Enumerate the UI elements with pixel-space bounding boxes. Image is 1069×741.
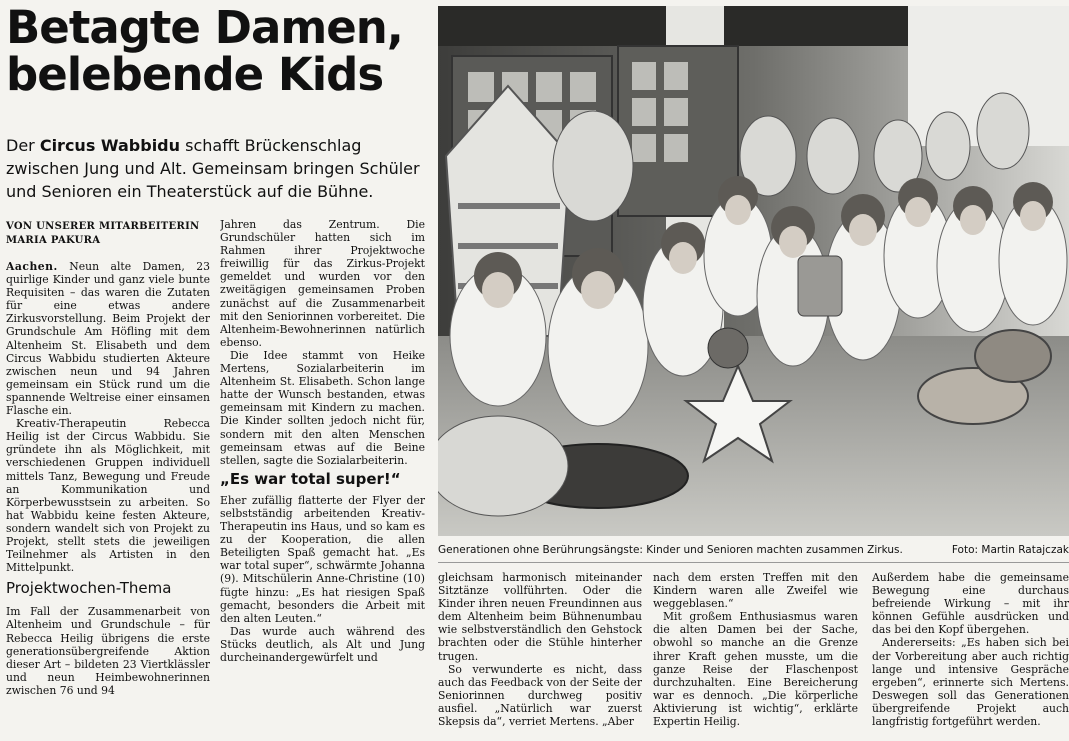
paragraph: Jahren das Zentrum. Die Grundschüler hatten sich im Rahmen ihrer Projektwoche freiwillig für das Zirkus-Projekt gemeldet und wurden vor den zweitägigen gemeinsamen Proben zunächst auf die Zusammenarbeit mit den Seniorinnen vorbereitet. Die Altenheim-Bewohnerinnen natürlich ebenso. bbox=[220, 218, 425, 349]
article-column-5 bbox=[872, 571, 1069, 741]
article-column-3 bbox=[438, 571, 642, 741]
paragraph: Die Idee stammt von Heike Mertens, Sozialarbeiterin im Altenheim St. Elisabeth. Schon lange hatte der Wunsch bestanden, etwas gemeinsam mit Kindern zu machen. Die Kinder sollten jedoch nicht für, sondern mit den alten Menschen gemeinsam etwas auf die Beine stellen, sagte die Sozialarbeiterin. bbox=[220, 348, 425, 467]
paragraph: Andererseits: „Es haben sich bei der Vorbereitung aber auch richtig lange und intensive Gespräche ergeben“, erinnerte sich Mertens. Deswegen soll das Generationen übergreifende Projekt auch langfristig fortgeführt werden. bbox=[872, 636, 1069, 729]
subhead-post: schafft Brückenschlag zwischen Jung und Alt. Gemeinsam bringen Schüler und Senioren ein Theaterstück auf die Bühne. bbox=[6, 136, 420, 201]
paragraph: Eher zufällig flatterte der Flyer der selbstständig arbeitenden Kreativ-Therapeutin ins Haus, und so kam es zu der Kooperation, die allen Beteiligten Spaß gemacht hat. „Es war total super“, schwärmte Johanna (9). Mitschülerin Anne-Christine (10) fügte hinzu: „Es hat riesigen Spaß gemacht, besonders die Arbeit mit den alten Leuten.“ bbox=[220, 493, 425, 625]
photo-children-and-seniors bbox=[438, 6, 1069, 536]
paragraph: Kreativ-Therapeutin Rebecca Heilig ist der Circus Wabbidu. Sie gründete ihn als Möglichkeit, mit verschiedenen Gruppen individuell mittels Tanz, Bewegung und Freude an Kommunikation und Körperbewusstsein zu arbeiten. So hat Wabbidu keine festen Akteure, sondern wandelt sich von Projekt zu Projekt, stellt stets die jeweiligen Teilnehmer als Artisten in den Mittelpunkt. bbox=[6, 417, 210, 575]
subhead-pre: Der bbox=[6, 136, 40, 155]
headline-line-2: belebende Kids bbox=[6, 48, 384, 101]
photo-credit: Foto: Martin Ratajczak bbox=[951, 544, 1069, 556]
paragraph: gleichsam harmonisch miteinander Sitztänze vollführten. Oder die Kinder ihren neuen Freundinnen aus dem Altenheim beim Bühnenumbau wie selbstverständlich den Gehstock brachten oder die Stühle hinterher trugen. bbox=[438, 571, 642, 663]
quote-heading: „Es war total super!“ bbox=[220, 469, 401, 488]
paragraph: So verwunderte es nicht, dass auch das Feedback von der Seite der Seniorinnen durchweg positiv ausfiel. „Natürlich war zuerst Skepsis da“, verriet Mertens. „Aber bbox=[438, 662, 642, 729]
paragraph: nach dem ersten Treffen mit den Kindern waren alle Zweifel wie weggeblasen.“ bbox=[653, 571, 858, 611]
byline-author: MARIA PAKURA bbox=[6, 235, 101, 246]
caption-text: Generationen ohne Berührungsängste: Kinder und Senioren machten zusammen Zirkus. bbox=[438, 544, 903, 556]
byline bbox=[6, 220, 216, 248]
byline-role: VON UNSERER MITARBEITERIN bbox=[6, 221, 200, 232]
article-photo bbox=[438, 6, 1069, 536]
subhead-circus-name: Circus Wabbidu bbox=[39, 136, 181, 155]
paragraph: Im Fall der Zusammenarbeit von Altenheim und Grundschule – für Rebecca Heilig übrigens die erste generationsübergreifende Aktion dieser Art – bildeten 23 Viertklässler und neun Heimbewohnerinnen zwischen 76 und 94 bbox=[6, 605, 210, 697]
paragraph: Außerdem habe die gemeinsame Bewegung eine durchaus befreiende Wirkung – mit ihr können Gefühle ausdrücken und das bei den Kopf übergehen. bbox=[872, 571, 1069, 637]
paragraph: Mit großem Enthusiasmus waren die alten Damen bei der Sache, obwohl so manche an die Grenze ihrer Kraft gehen musste, um die ganze Reise der Flaschenpost durchzuhalten. Eine Bereicherung war es dennoch. „Die körperliche Aktivierung ist wichtig“, erklärte Expertin Heilig. bbox=[653, 610, 858, 729]
dateline: Aachen. bbox=[6, 260, 58, 273]
subheadline bbox=[6, 134, 431, 203]
section-heading: Projektwochen-Thema bbox=[6, 579, 172, 598]
paragraph bbox=[6, 260, 210, 417]
headline-line-1: Betagte Damen, bbox=[6, 1, 403, 54]
paragraph: Das wurde auch während des Stücks deutlich, als Alt und Jung durcheinandergewürfelt und bbox=[220, 624, 425, 664]
article-column-2 bbox=[220, 218, 425, 741]
caption-divider bbox=[438, 562, 1069, 563]
photo-caption bbox=[438, 543, 1069, 559]
headline bbox=[6, 1, 431, 101]
article-column-4 bbox=[653, 571, 858, 741]
article-column-1 bbox=[6, 260, 210, 741]
paragraph-text: Neun alte Damen, 23 quirlige Kinder und ganz viele bunte Requisiten – das waren die Zutaten für eine etwas andere Zirkusvorstellung. Beim Projekt der Grundschule Am Höfling mit dem Altenheim St. Elisabeth und dem Circus Wabbidu studierten Akteure zwischen neun und 94 Jahren gemeinsam ein Stück rund um die spannende Weltreise einer einsamen Flasche ein. bbox=[6, 260, 210, 418]
